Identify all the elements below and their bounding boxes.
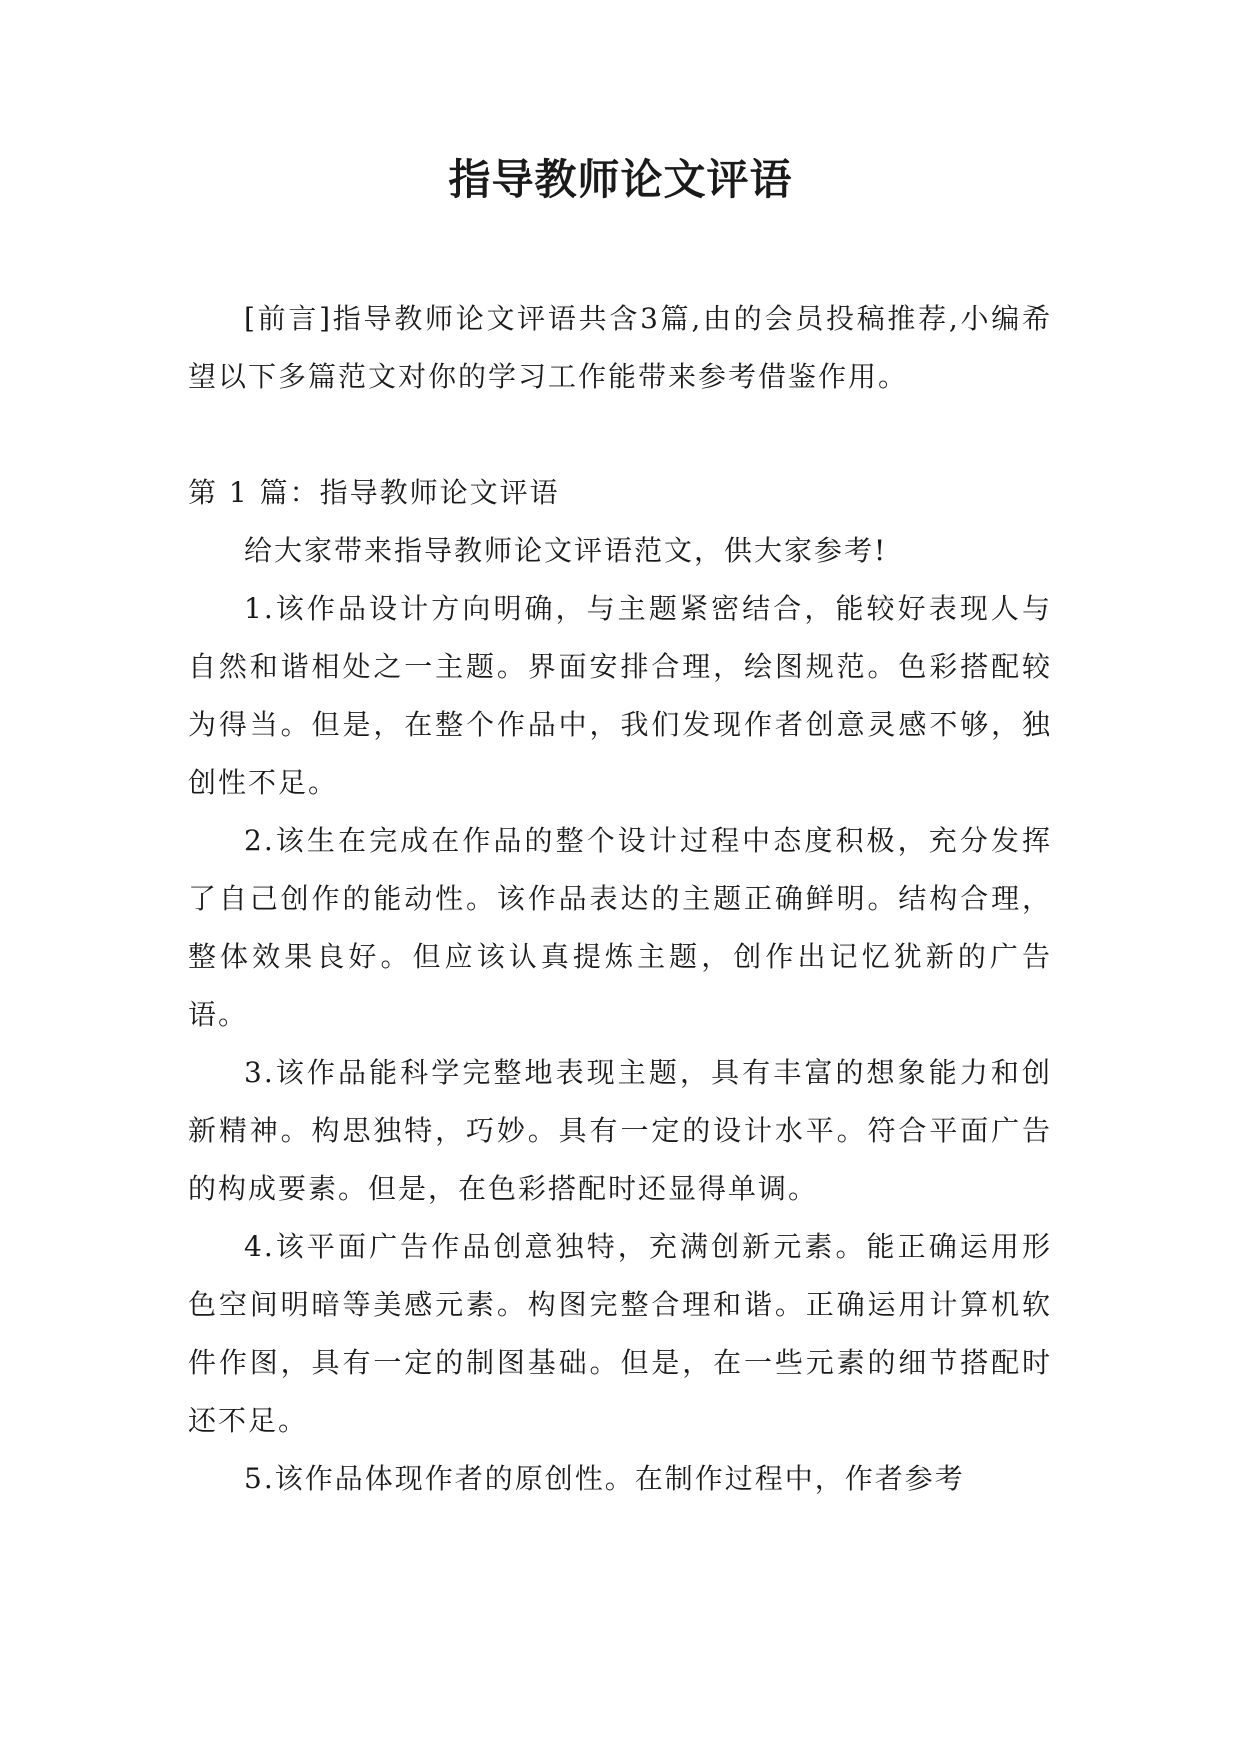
document-title: 指导教师论文评语 <box>448 155 793 204</box>
section-heading: 第 1 篇：指导教师论文评语 <box>188 476 560 509</box>
document-body <box>188 290 1052 1508</box>
comment-paragraph-5: 5.该作品体现作者的原创性。在制作过程中，作者参考 <box>244 1462 965 1495</box>
comment-paragraph-3: 3.该作品能科学完整地表现主题，具有丰富的想象能力和创新精神。构思独特，巧妙。具有一定的设计水平。符合平面广告的构成要素。但是，在色彩搭配时还显得单调。 <box>188 1056 1052 1205</box>
preface-paragraph: [前言]指导教师论文评语共含3篇,由的会员投稿推荐,小编希望以下多篇范文对你的学习工作能带来参考借鉴作用。 <box>188 302 1052 393</box>
comment-paragraph-4: 4.该平面广告作品创意独特，充满创新元素。能正确运用形色空间明暗等美感元素。构图完整合理和谐。正确运用计算机软件作图，具有一定的制图基础。但是，在一些元素的细节搭配时还不足。 <box>188 1230 1052 1437</box>
comment-paragraph-1: 1.该作品设计方向明确，与主题紧密结合，能较好表现人与自然和谐相处之一主题。界面安排合理，绘图规范。色彩搭配较为得当。但是，在整个作品中，我们发现作者创意灵感不够，独创性不足。 <box>188 592 1052 799</box>
section-intro: 给大家带来指导教师论文评语范文，供大家参考! <box>244 534 888 567</box>
comment-paragraph-2: 2.该生在完成在作品的整个设计过程中态度积极，充分发挥了自己创作的能动性。该作品表达的主题正确鲜明。结构合理，整体效果良好。但应该认真提炼主题，创作出记忆犹新的广告语。 <box>188 824 1052 1031</box>
